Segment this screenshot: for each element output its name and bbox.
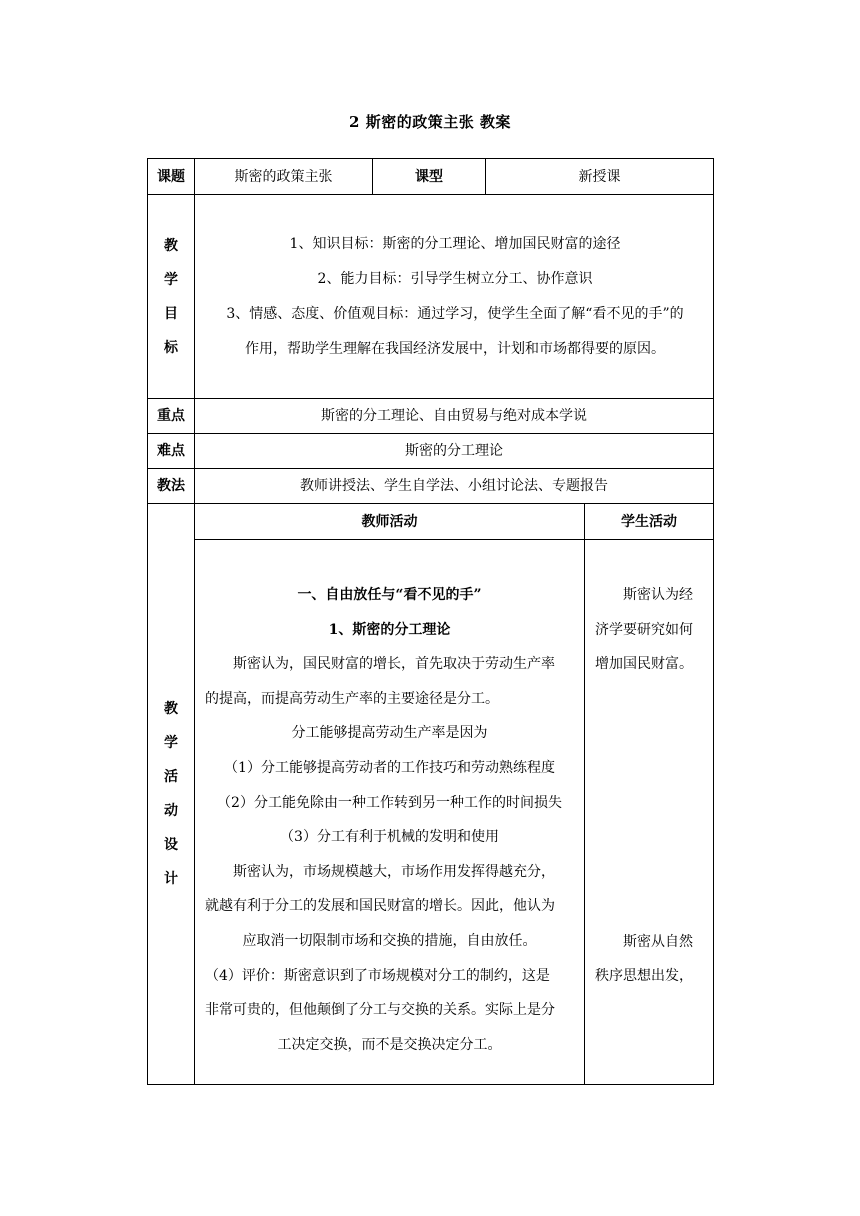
method-label: 教法 xyxy=(148,469,195,504)
objective-line: 3、情感、态度、价值观目标：通过学习，使学生全面了解“看不见的手”的 xyxy=(226,305,684,322)
paragraph-line: 非常可贵的，但他颠倒了分工与交换的关系。实际上是分 xyxy=(205,1002,555,1019)
difficulty-row xyxy=(148,434,714,469)
method-row xyxy=(148,469,714,504)
paragraph-line: 的提高，而提高劳动生产率的主要途径是分工。 xyxy=(205,690,499,707)
type-label: 课型 xyxy=(373,159,486,195)
key-point-label: 重点 xyxy=(148,399,195,434)
teacher-activity-content xyxy=(195,540,585,1085)
activities-label: 教 学 活 动 设 计 xyxy=(148,504,195,1085)
student-note: 斯密从自然秩序思想出发， xyxy=(595,933,693,985)
objective-line: 作用，帮助学生理解在我国经济发展中，计划和市场都得要的原因。 xyxy=(245,340,665,357)
paragraph-line: 应取消一切限制市场和交换的措施，自由放任。 xyxy=(242,932,537,949)
paragraph-line: 分工能够提高劳动生产率是因为 xyxy=(291,725,488,742)
student-note: 斯密认为经济学要研究如何增加国民财富。 xyxy=(595,587,693,673)
section-heading: 一、自由放任与“看不见的手” xyxy=(297,587,482,603)
type-value: 新授课 xyxy=(486,159,714,195)
paragraph-line: 斯密认为，国民财富的增长，首先取决于劳动生产率 xyxy=(233,656,555,673)
student-activity-content xyxy=(585,540,714,1085)
objectives-content xyxy=(195,195,714,399)
objective-line: 1、知识目标：斯密的分工理论、增加国民财富的途径 xyxy=(289,235,621,252)
method-value: 教师讲授法、学生自学法、小组讨论法、专题报告 xyxy=(195,469,714,504)
topic-label: 课题 xyxy=(148,159,195,195)
activities-body-row xyxy=(148,540,714,1085)
paragraph-line: 就越有利于分工的发展和国民财富的增长。因此，他认为 xyxy=(205,898,555,915)
difficulty-label: 难点 xyxy=(148,434,195,469)
objectives-label: 教 学 目 标 xyxy=(148,195,195,399)
key-point-row xyxy=(148,399,714,434)
document-title: 2 斯密的政策主张 教案 xyxy=(349,113,511,131)
list-item: （2）分工能免除由一种工作转到另一种工作的时间损失 xyxy=(217,794,562,811)
subsection-heading: 1、斯密的分工理论 xyxy=(328,621,451,638)
list-item: （1）分工能够提高劳动者的工作技巧和劳动熟练程度 xyxy=(224,759,555,776)
paragraph-line: （4）评价：斯密意识到了市场规模对分工的制约，这是 xyxy=(205,967,550,984)
key-point-value: 斯密的分工理论、自由贸易与绝对成本学说 xyxy=(195,399,714,434)
teacher-activity-header: 教师活动 xyxy=(195,504,585,540)
objective-line: 2、能力目标：引导学生树立分工、协作意识 xyxy=(317,270,593,287)
paragraph-line: 工决定交换，而不是交换决定分工。 xyxy=(277,1036,502,1053)
objectives-row xyxy=(148,195,714,399)
topic-row xyxy=(148,159,714,195)
student-activity-header: 学生活动 xyxy=(585,504,714,540)
activities-header-row xyxy=(148,504,714,540)
difficulty-value: 斯密的分工理论 xyxy=(195,434,714,469)
list-item: （3）分工有利于机械的发明和使用 xyxy=(280,829,499,846)
paragraph-line: 斯密认为，市场规模越大，市场作用发挥得越充分， xyxy=(233,863,555,880)
lesson-plan-table xyxy=(147,158,714,1085)
topic-value: 斯密的政策主张 xyxy=(195,159,373,195)
